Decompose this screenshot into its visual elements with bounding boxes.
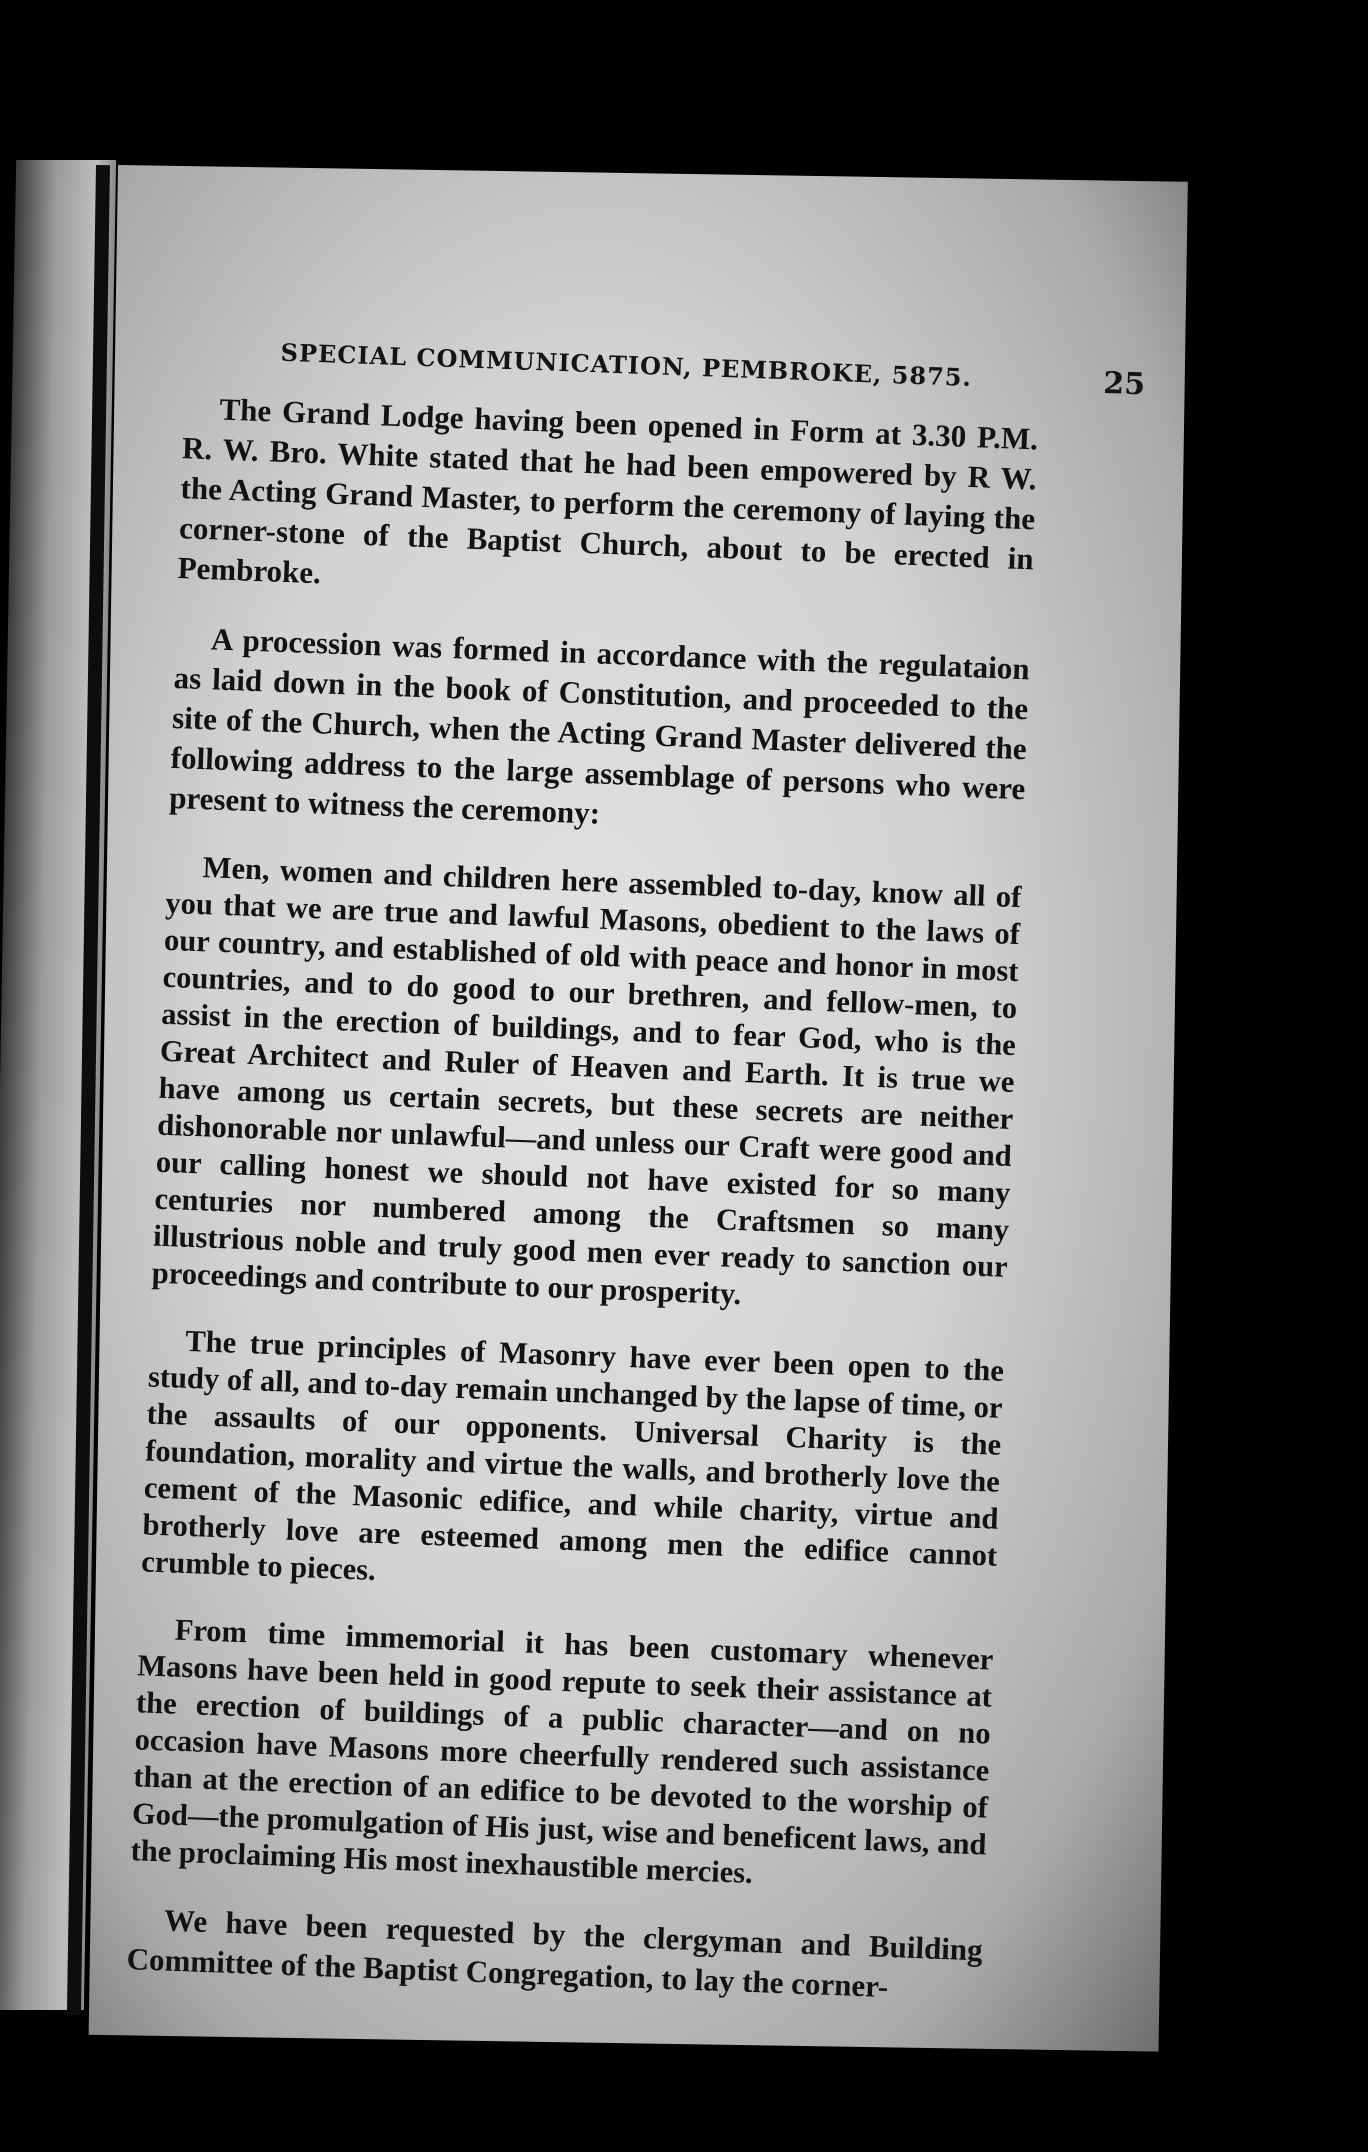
running-title: SPECIAL COMMUNICATION, PEMBROKE, 5875. [280,337,973,393]
book-page [89,165,1188,2052]
paragraph-principles: The true principles of Masonry have ever been open to the study of all, and to-day remain unchanged by the lapse of time, or the assaults of our opponents. Universal Charity is the foundation, morality and virtue the walls, and brotherly love the cement of the Masonic edifice, and while charity, virtue and brotherly love are esteemed among men the edifice cannot crumble to pieces. [140,1323,1005,1587]
page-number: 25 [1102,365,1146,403]
paragraph-address: Men, women and children here assembled to-day, know all of you that we are true and lawful Masons, obedient to the laws of our country, and established of old with peace and honor in most countries, and to do good to our brethren, and fellow-men, to assist in the erection of buildings, and to fear God, who is the Great Architect and Ruler of Heaven and Earth. It is true we have among us certain secrets, but these secrets are neither dishonorable nor unlawful—and unless our Craft were good and our calling honest we should not have existed for so many centuries nor numbered among the Craftsmen so many illustrious noble and truly good men ever ready to sanction our proceedings and contribute to our prosperity. [151,850,1022,1312]
page-content [69,154,1207,2062]
paragraph-custom: From time immemorial it has been customary whenever Masons have been held in good repute to seek their assistance at the erection of buildings of a public character—and on no occasion have Masons more cheerfully rendered such assistance than at the erection of an edifice to be devoted to the worship of God—the promulgation of His just, wise and beneficent laws, and the proclaiming His most inexhaustible mercies. [130,1612,994,1890]
paragraph-opening: The Grand Lodge having been opened in Form at 3.30 P.M. R. W. Bro. White stated that he had been empowered by R W. the Acting Grand Master, to perform the ceremony of laying the corner-stone of the Baptist Church, about to be erected in Pembroke. [177,391,1039,591]
paragraph-request: We have been requested by the clergyman and Building Committee of the Baptist Congregation, to lay the corner- [126,1902,984,2005]
body-text [126,388,1039,2010]
paragraph-procession: A procession was formed in accordance with the regulataion as laid down in the book of Constitution, and proceeded to the site of the Church, when the Acting Grand Master delivered the following address to the large assemblage of persons who were present to witness the ceremony: [168,621,1031,831]
